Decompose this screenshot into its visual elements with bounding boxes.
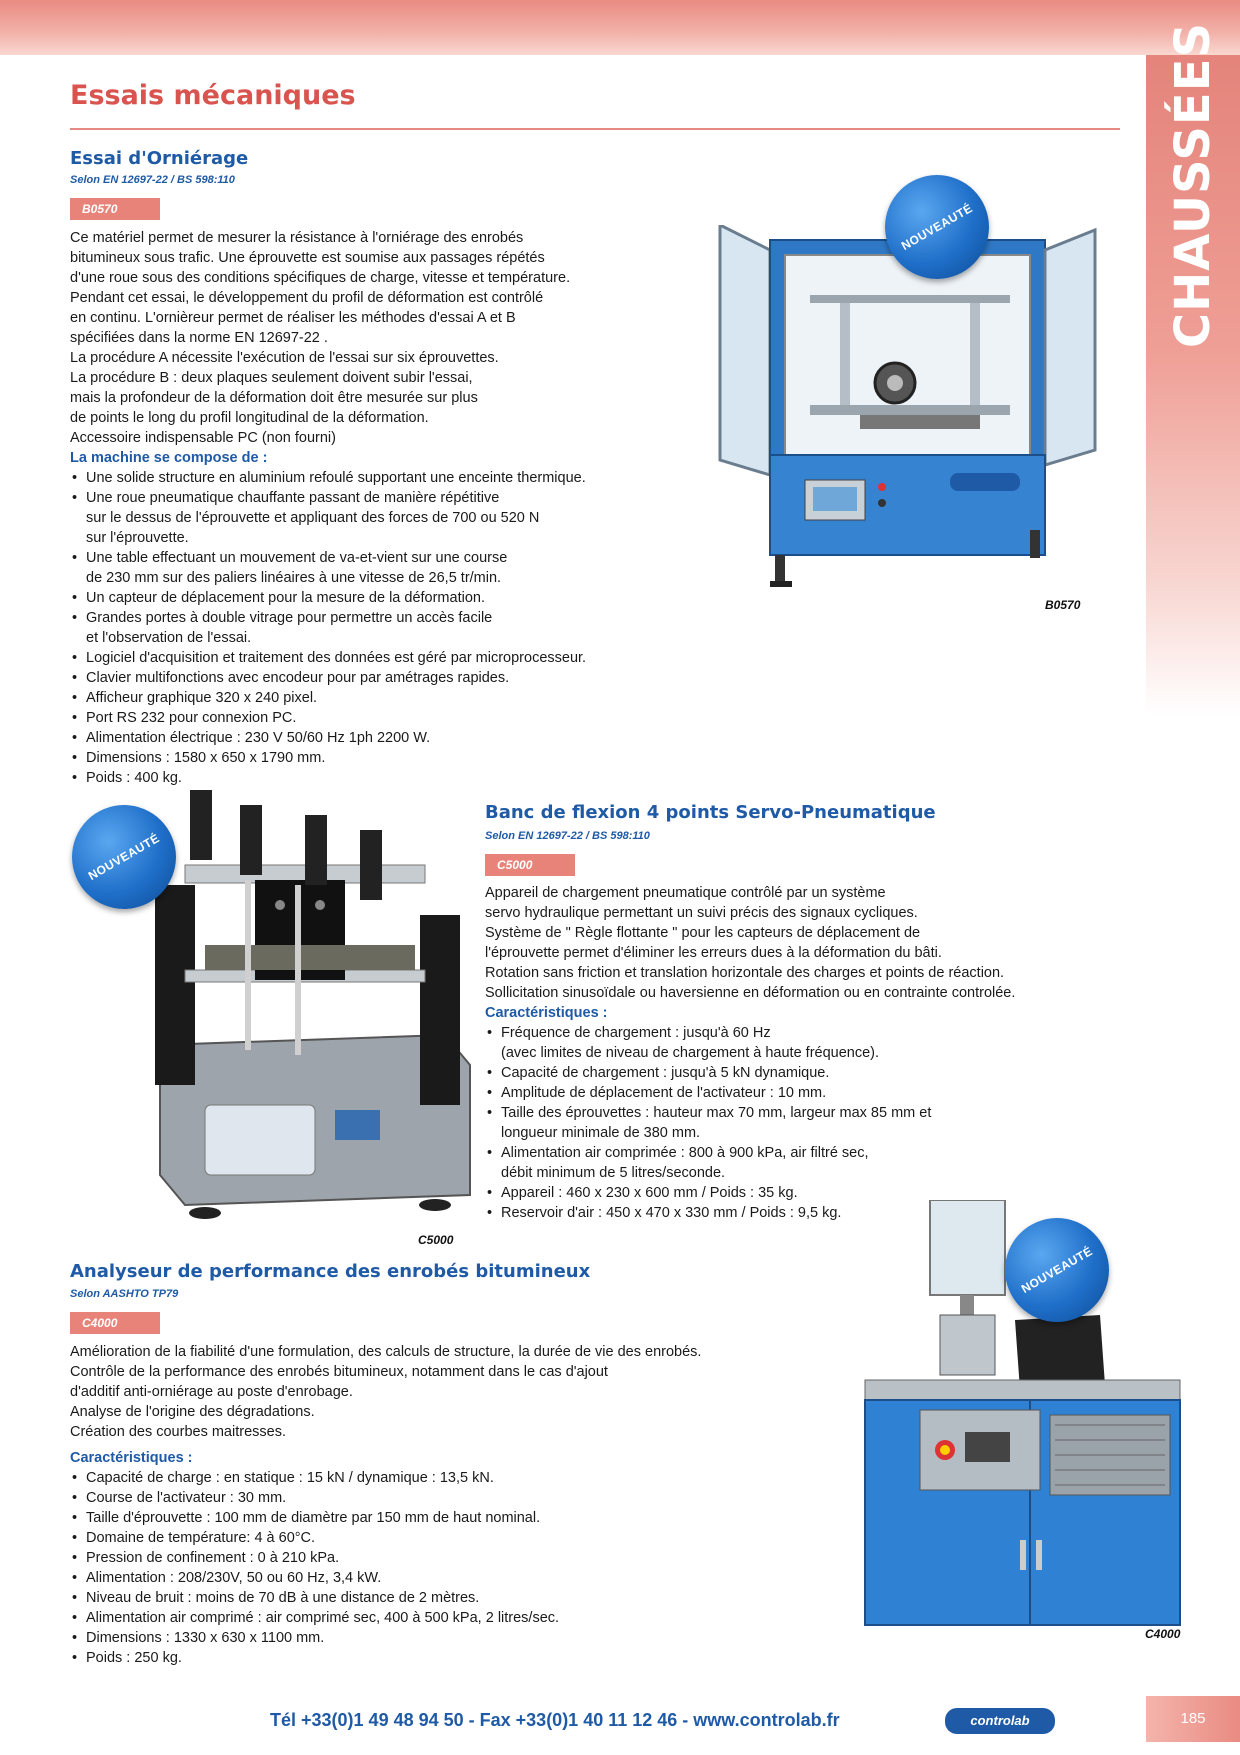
list-item: • Alimentation électrique : 230 V 50/60 Hz 1ph 2200 W. <box>70 728 586 748</box>
list-item: • Capacité de chargement : jusqu'à 5 kN dynamique. <box>485 1063 1015 1083</box>
paragraph-line: La procédure B : deux plaques seulement doivent subir l'essai, <box>70 370 473 386</box>
section-body-analyser <box>70 1342 701 1668</box>
list-item: • Un capteur de déplacement pour la mesure de la déformation. <box>70 588 586 608</box>
new-product-badge: NOUVEAUTÉ <box>72 805 176 909</box>
list-item: • Poids : 250 kg. <box>70 1648 701 1668</box>
section-body-rutting <box>70 228 586 788</box>
subheading: La machine se compose de : <box>70 450 268 466</box>
list-item: • Clavier multifonctions avec encodeur pour par amétrages rapides. <box>70 668 586 688</box>
image-caption-c4000: C4000 <box>1145 1627 1181 1641</box>
paragraph-line: Ce matériel permet de mesurer la résistance à l'orniérage des enrobés <box>70 230 524 246</box>
paragraph-line: de points le long du profil longitudinal de la déformation. <box>70 410 429 426</box>
ref-badge-c5000: C5000 <box>485 854 575 876</box>
new-product-badge: NOUVEAUTÉ <box>885 175 989 279</box>
top-decorative-band <box>0 0 1240 55</box>
list-item: • Une solide structure en aluminium refoulé supportant une enceinte thermique. <box>70 468 586 488</box>
rutting-machine-image <box>710 225 1100 615</box>
page-number: 185 <box>1146 1696 1240 1742</box>
list-item: • Grandes portes à double vitrage pour permettre un accès facile et l'observation de l'essai. <box>70 608 586 648</box>
list-item: • Alimentation air comprimée : 800 à 900 kPa, air filtré sec, débit minimum de 5 litres/seconde. <box>485 1143 1015 1183</box>
paragraph-line: Sollicitation sinusoïdale ou haversienne en déformation ou en contrainte controlée. <box>485 985 1016 1001</box>
section-norm-rutting: Selon EN 12697-22 / BS 598:110 <box>70 174 235 186</box>
section-title-analyser: Analyseur de performance des enrobés bitumineux <box>70 1261 591 1282</box>
list-item: • Dimensions : 1330 x 630 x 1100 mm. <box>70 1628 701 1648</box>
paragraph-line: d'une roue sous des conditions spécifiques de charge, vitesse et température. <box>70 270 571 286</box>
list-item: • Dimensions : 1580 x 650 x 1790 mm. <box>70 748 586 768</box>
subheading: Caractéristiques : <box>485 1005 608 1021</box>
ref-badge-b0570: B0570 <box>70 198 160 220</box>
footer-contact: Tél +33(0)1 49 48 94 50 - Fax +33(0)1 40 11 12 46 - www.controlab.fr <box>270 1710 840 1730</box>
section-norm-flexion: Selon EN 12697-22 / BS 598:110 <box>485 830 650 842</box>
list-item: • Port RS 232 pour connexion PC. <box>70 708 586 728</box>
list-item: • Alimentation : 208/230V, 50 ou 60 Hz, 3,4 kW. <box>70 1568 701 1588</box>
paragraph-line: La procédure A nécessite l'exécution de l'essai sur six éprouvettes. <box>70 350 499 366</box>
list-item: • Reservoir d'air : 450 x 470 x 330 mm / Poids : 9,5 kg. <box>485 1203 1015 1223</box>
list-item: • Niveau de bruit : moins de 70 dB à une distance de 2 mètres. <box>70 1588 701 1608</box>
list-item: • Course de l'activateur : 30 mm. <box>70 1488 701 1508</box>
paragraph-line: d'additif anti-orniérage au poste d'enrobage. <box>70 1384 353 1400</box>
paragraph-line: l'éprouvette permet d'éliminer les erreurs dues à la déformation du bâti. <box>485 945 942 961</box>
paragraph-line: en continu. L'ornièreur permet de réaliser les méthodes d'essai A et B <box>70 310 516 326</box>
paragraph-line: Système de " Règle flottante " pour les capteurs de déplacement de <box>485 925 921 941</box>
list-item: • Une roue pneumatique chauffante passant de manière répétitive sur le dessus de l'éprouvette et appliquant des forces de 700 ou 520 N sur l'éprouvette. <box>70 488 586 548</box>
paragraph-line: Rotation sans friction et translation horizontale des charges et points de réaction. <box>485 965 1005 981</box>
list-item: • Alimentation air comprimé : air comprimé sec, 400 à 500 kPa, 2 litres/sec. <box>70 1608 701 1628</box>
new-product-badge: NOUVEAUTÉ <box>1005 1218 1109 1322</box>
paragraph-line: Contrôle de la performance des enrobés bitumineux, notamment dans le cas d'ajout <box>70 1364 608 1380</box>
section-title-flexion: Banc de flexion 4 points Servo-Pneumatique <box>485 802 936 823</box>
list-item: • Poids : 400 kg. <box>70 768 586 788</box>
list-item: • Appareil : 460 x 230 x 600 mm / Poids : 35 kg. <box>485 1183 1015 1203</box>
list-item: • Logiciel d'acquisition et traitement des données est géré par microprocesseur. <box>70 648 586 668</box>
list-item: • Afficheur graphique 320 x 240 pixel. <box>70 688 586 708</box>
paragraph-line: bitumineux sous trafic. Une éprouvette est soumise aux passages répétés <box>70 250 545 266</box>
paragraph-line: Accessoire indispensable PC (non fourni) <box>70 430 336 446</box>
paragraph-line: Amélioration de la fiabilité d'une formulation, des calculs de structure, la durée de vie des enrobés. <box>70 1344 702 1360</box>
list-item: • Taille d'éprouvette : 100 mm de diamètre par 150 mm de haut nominal. <box>70 1508 701 1528</box>
list-item: • Domaine de température: 4 à 60°C. <box>70 1528 701 1548</box>
list-item: • Capacité de charge : en statique : 15 kN / dynamique : 13,5 kN. <box>70 1468 701 1488</box>
paragraph-line: spécifiées dans la norme EN 12697-22 . <box>70 330 328 346</box>
paragraph-line: Création des courbes maitresses. <box>70 1424 286 1440</box>
list-item: • Pression de confinement : 0 à 210 kPa. <box>70 1548 701 1568</box>
section-norm-analyser: Selon AASHTO TP79 <box>70 1288 179 1300</box>
paragraph-line: Pendant cet essai, le développement du profil de déformation est contrôlé <box>70 290 544 306</box>
bullet-list <box>70 468 586 788</box>
list-item: • Une table effectuant un mouvement de va-et-vient sur une course de 230 mm sur des paliers linéaires à une vitesse de 26,5 tr/min. <box>70 548 586 588</box>
title-divider <box>70 128 1120 130</box>
paragraph-line: Analyse de l'origine des dégradations. <box>70 1404 315 1420</box>
section-title-rutting: Essai d'Orniérage <box>70 148 249 169</box>
image-caption-c5000: C5000 <box>418 1233 454 1247</box>
image-caption-b0570: B0570 <box>1045 598 1081 612</box>
list-item: • Taille des éprouvettes : hauteur max 70 mm, largeur max 85 mm et longueur minimale de 380 mm. <box>485 1103 1015 1143</box>
page-title: Essais mécaniques <box>70 80 356 111</box>
bullet-list <box>485 1023 1015 1223</box>
list-item: • Fréquence de chargement : jusqu'à 60 Hz (avec limites de niveau de chargement à haute fréquence). <box>485 1023 1015 1063</box>
side-category-label: CHAUSSÉES <box>1165 21 1221 349</box>
list-item: • Amplitude de déplacement de l'activateur : 10 mm. <box>485 1083 1015 1103</box>
bullet-list <box>70 1468 701 1668</box>
subheading: Caractéristiques : <box>70 1450 193 1466</box>
section-body-flexion <box>485 883 1015 1223</box>
company-logo: controlab <box>945 1708 1055 1734</box>
bending-machine-image <box>145 775 475 1235</box>
paragraph-line: mais la profondeur de la déformation doit être mesurée sur plus <box>70 390 478 406</box>
paragraph-line: Appareil de chargement pneumatique contrôlé par un système <box>485 885 886 901</box>
paragraph-line: servo hydraulique permettant un suivi précis des signaux cycliques. <box>485 905 918 921</box>
ref-badge-c4000: C4000 <box>70 1312 160 1334</box>
